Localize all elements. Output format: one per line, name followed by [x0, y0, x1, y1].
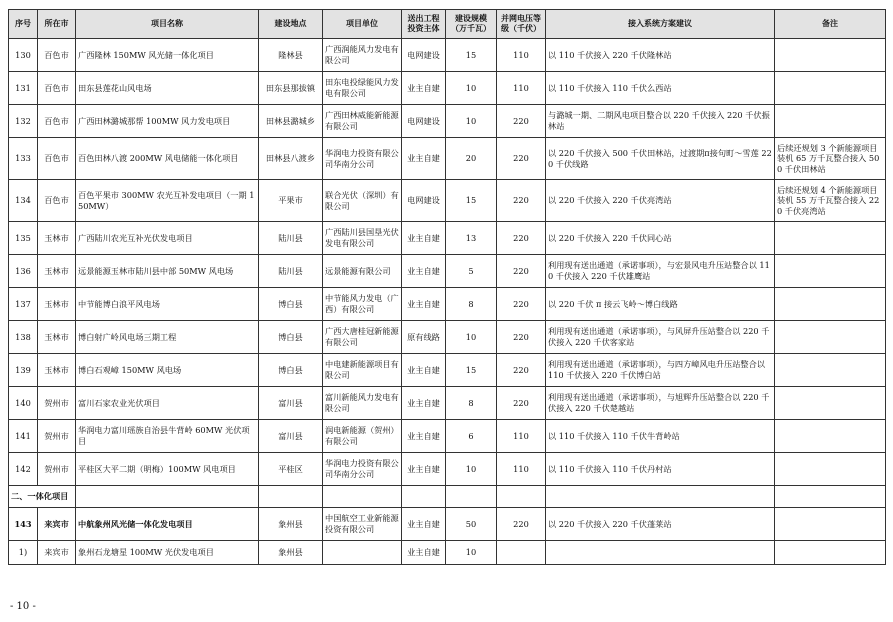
table-row: [9, 288, 886, 321]
header-name: 项目名称: [76, 10, 259, 39]
table-row: [9, 255, 886, 288]
cell-no: 1): [9, 541, 38, 565]
cell-plan: 利用现有送出通道（承诺事项），与风屏升压站整合以 220 千伏接入 220 千伏客家站: [546, 321, 775, 354]
cell-scale: 15: [446, 180, 497, 222]
cell-unit: 华润电力投资有限公司华南分公司: [323, 138, 402, 180]
cell-scale: 8: [446, 387, 497, 420]
cell-plan: 以 220 千伏接入 220 千伏同心站: [546, 222, 775, 255]
section-empty-cell: [497, 486, 546, 508]
section-empty-cell: [446, 486, 497, 508]
table-row-integrated: [9, 508, 886, 541]
cell-note: [775, 541, 886, 565]
cell-unit: 广西陆川县国垦光伏发电有限公司: [323, 222, 402, 255]
cell-name: 广西隆林 150MW 风光储一体化项目: [76, 39, 259, 72]
section-title: 二、一体化项目: [9, 486, 76, 508]
cell-unit: 广西大唐桂冠新能源有限公司: [323, 321, 402, 354]
cell-plan: 以 220 千伏接入 220 千伏亮湾站: [546, 180, 775, 222]
cell-voltage: 220: [497, 105, 546, 138]
cell-invest: 业主自建: [402, 72, 446, 105]
cell-site: 富川县: [259, 387, 323, 420]
table-header-row: [9, 10, 886, 39]
cell-note: [775, 420, 886, 453]
cell-no: 143: [9, 508, 38, 541]
cell-name: 富川石家农业光伏项目: [76, 387, 259, 420]
section-empty-cell: [259, 486, 323, 508]
header-unit: 项目单位: [323, 10, 402, 39]
cell-note: [775, 354, 886, 387]
cell-name: 广西陆川农光互补光伏发电项目: [76, 222, 259, 255]
cell-city: 百色市: [38, 39, 76, 72]
cell-no: 135: [9, 222, 38, 255]
cell-scale: 6: [446, 420, 497, 453]
cell-unit: 广西田林威能新能源有限公司: [323, 105, 402, 138]
cell-invest: 业主自建: [402, 138, 446, 180]
cell-no: 131: [9, 72, 38, 105]
cell-unit: 富川新能风力发电有限公司: [323, 387, 402, 420]
cell-no: 134: [9, 180, 38, 222]
cell-site: 田林县八渡乡: [259, 138, 323, 180]
table-row: [9, 105, 886, 138]
cell-plan: 以 110 千伏接入 110 千伏丹村站: [546, 453, 775, 486]
cell-city: 百色市: [38, 105, 76, 138]
cell-scale: 10: [446, 72, 497, 105]
cell-city: 百色市: [38, 72, 76, 105]
table-row: [9, 453, 886, 486]
cell-site: 平果市: [259, 180, 323, 222]
cell-scale: 10: [446, 453, 497, 486]
cell-unit: 田东电投绿能风力发电有限公司: [323, 72, 402, 105]
cell-scale: 10: [446, 541, 497, 565]
cell-city: 玉林市: [38, 288, 76, 321]
cell-unit: [323, 541, 402, 565]
cell-name: 田东县莲花山风电场: [76, 72, 259, 105]
table-row: [9, 138, 886, 180]
section-row: [9, 486, 886, 508]
cell-city: 贺州市: [38, 453, 76, 486]
cell-invest: 业主自建: [402, 541, 446, 565]
table-row: [9, 222, 886, 255]
cell-voltage: [497, 541, 546, 565]
cell-invest: 电网建设: [402, 105, 446, 138]
cell-voltage: 220: [497, 138, 546, 180]
cell-name: 博白射广岭风电场三期工程: [76, 321, 259, 354]
cell-city: 来宾市: [38, 541, 76, 565]
cell-invest: 业主自建: [402, 508, 446, 541]
cell-city: 玉林市: [38, 354, 76, 387]
cell-scale: 15: [446, 354, 497, 387]
header-no: 序号: [9, 10, 38, 39]
cell-site: 陆川县: [259, 255, 323, 288]
cell-name: 象州石龙塘星 100MW 光伏发电项目: [76, 541, 259, 565]
cell-note: [775, 387, 886, 420]
cell-note: [775, 321, 886, 354]
cell-plan: 以 110 千伏接入 220 千伏隆林站: [546, 39, 775, 72]
cell-site: 博白县: [259, 321, 323, 354]
cell-name: 中航象州风光储一体化发电项目: [76, 508, 259, 541]
cell-no: 140: [9, 387, 38, 420]
cell-no: 133: [9, 138, 38, 180]
header-city: 所在市: [38, 10, 76, 39]
cell-no: 141: [9, 420, 38, 453]
cell-site: 富川县: [259, 420, 323, 453]
cell-scale: 5: [446, 255, 497, 288]
cell-plan: 以 220 千伏接入 500 千伏田林站，过渡期π接句町～雪莲 220 千伏线路: [546, 138, 775, 180]
table-row: [9, 387, 886, 420]
cell-no: 137: [9, 288, 38, 321]
cell-note: [775, 72, 886, 105]
cell-note: [775, 222, 886, 255]
header-scale: 建设规模（万千瓦）: [446, 10, 497, 39]
cell-scale: 10: [446, 321, 497, 354]
cell-site: 陆川县: [259, 222, 323, 255]
section-empty-cell: [775, 486, 886, 508]
cell-no: 142: [9, 453, 38, 486]
cell-scale: 15: [446, 39, 497, 72]
cell-note: 后续还规划 3 个新能源项目装机 65 万千瓦整合接入 500 千伏田林站: [775, 138, 886, 180]
project-table: [8, 9, 886, 565]
cell-plan: 以 110 千伏接入 110 千伏么西站: [546, 72, 775, 105]
cell-voltage: 220: [497, 222, 546, 255]
table-row: [9, 39, 886, 72]
cell-plan: 以 110 千伏接入 110 千伏牛背岭站: [546, 420, 775, 453]
cell-name: 博白石观嶂 150MW 风电场: [76, 354, 259, 387]
cell-site: 隆林县: [259, 39, 323, 72]
cell-unit: 中电建新能源项目有限公司: [323, 354, 402, 387]
cell-site: 田东县那拔镇: [259, 72, 323, 105]
cell-no: 139: [9, 354, 38, 387]
cell-voltage: 110: [497, 72, 546, 105]
table-row: [9, 354, 886, 387]
cell-name: 华润电力富川瑶族自治县牛背岭 60MW 光伏项目: [76, 420, 259, 453]
table-row: [9, 180, 886, 222]
cell-invest: 业主自建: [402, 354, 446, 387]
cell-unit: 广西润能风力发电有限公司: [323, 39, 402, 72]
cell-invest: 业主自建: [402, 255, 446, 288]
cell-city: 百色市: [38, 180, 76, 222]
cell-voltage: 220: [497, 387, 546, 420]
cell-unit: 联合光伏（深圳）有限公司: [323, 180, 402, 222]
cell-city: 贺州市: [38, 420, 76, 453]
cell-plan: 利用现有送出通道（承诺事项），与宏景风电升压站整合以 110 千伏接入 220 千伏雄鹰站: [546, 255, 775, 288]
cell-name: 远景能源玉林市陆川县中部 50MW 风电场: [76, 255, 259, 288]
cell-voltage: 110: [497, 420, 546, 453]
cell-no: 138: [9, 321, 38, 354]
cell-voltage: 220: [497, 508, 546, 541]
cell-voltage: 220: [497, 321, 546, 354]
cell-voltage: 220: [497, 288, 546, 321]
cell-scale: 13: [446, 222, 497, 255]
cell-scale: 20: [446, 138, 497, 180]
cell-site: 田林县潞城乡: [259, 105, 323, 138]
cell-unit: 中节能风力发电（广西）有限公司: [323, 288, 402, 321]
table-row: [9, 321, 886, 354]
page-number: - 10 -: [10, 601, 36, 612]
cell-note: [775, 508, 886, 541]
cell-city: 玉林市: [38, 321, 76, 354]
cell-note: [775, 288, 886, 321]
cell-note: [775, 255, 886, 288]
cell-note: [775, 39, 886, 72]
cell-note: 后续还规划 4 个新能源项目装机 55 万千瓦整合接入 220 千伏亮湾站: [775, 180, 886, 222]
cell-name: 百色田林八渡 200MW 风电储能一体化项目: [76, 138, 259, 180]
cell-scale: 8: [446, 288, 497, 321]
table-row: [9, 420, 886, 453]
cell-scale: 10: [446, 105, 497, 138]
cell-name: 中节能博白浪平风电场: [76, 288, 259, 321]
header-invest: 送出工程投资主体: [402, 10, 446, 39]
cell-invest: 电网建设: [402, 39, 446, 72]
cell-invest: 业主自建: [402, 420, 446, 453]
table-row: [9, 72, 886, 105]
cell-voltage: 220: [497, 354, 546, 387]
cell-plan: 以 220 千伏 π 接云飞岭～博白线路: [546, 288, 775, 321]
cell-no: 132: [9, 105, 38, 138]
cell-name: 百色平果市 300MW 农光互补发电项目（一期 150MW）: [76, 180, 259, 222]
cell-invest: 业主自建: [402, 387, 446, 420]
cell-name: 广西田林潞城那帮 100MW 风力发电项目: [76, 105, 259, 138]
cell-city: 玉林市: [38, 222, 76, 255]
cell-invest: 电网建设: [402, 180, 446, 222]
cell-note: [775, 105, 886, 138]
cell-site: 象州县: [259, 541, 323, 565]
cell-site: 博白县: [259, 354, 323, 387]
cell-voltage: 220: [497, 180, 546, 222]
cell-voltage: 220: [497, 255, 546, 288]
cell-city: 玉林市: [38, 255, 76, 288]
cell-unit: 润电新能源（贺州）有限公司: [323, 420, 402, 453]
cell-name: 平桂区大平二期（明梅）100MW 风电项目: [76, 453, 259, 486]
cell-unit: 华润电力投资有限公司华南分公司: [323, 453, 402, 486]
cell-no: 130: [9, 39, 38, 72]
cell-note: [775, 453, 886, 486]
header-note: 备注: [775, 10, 886, 39]
cell-plan: 利用现有送出通道（承诺事项），与四方嶂风电升压站整合以 110 千伏接入 220 千伏博白站: [546, 354, 775, 387]
cell-site: 博白县: [259, 288, 323, 321]
section-empty-cell: [546, 486, 775, 508]
cell-scale: 50: [446, 508, 497, 541]
cell-invest: 原有线路: [402, 321, 446, 354]
cell-invest: 业主自建: [402, 453, 446, 486]
cell-voltage: 110: [497, 39, 546, 72]
cell-plan: 利用现有送出通道（承诺事项），与旭辉升压站整合以 220 千伏接入 220 千伏楚越站: [546, 387, 775, 420]
cell-invest: 业主自建: [402, 288, 446, 321]
table-row-sub: [9, 541, 886, 565]
cell-unit: 中国航空工业新能源投资有限公司: [323, 508, 402, 541]
cell-city: 贺州市: [38, 387, 76, 420]
cell-site: 象州县: [259, 508, 323, 541]
section-empty-cell: [402, 486, 446, 508]
cell-plan: 与潞城一期、二期风电项目整合以 220 千伏接入 220 千伏振林站: [546, 105, 775, 138]
cell-unit: 远景能源有限公司: [323, 255, 402, 288]
table-body: [9, 39, 886, 565]
section-empty-cell: [323, 486, 402, 508]
cell-site: 平桂区: [259, 453, 323, 486]
cell-voltage: 110: [497, 453, 546, 486]
cell-plan: 以 220 千伏接入 220 千伏蓬莱站: [546, 508, 775, 541]
cell-no: 136: [9, 255, 38, 288]
cell-city: 百色市: [38, 138, 76, 180]
section-empty-cell: [76, 486, 259, 508]
cell-invest: 业主自建: [402, 222, 446, 255]
header-voltage: 并网电压等级（千伏）: [497, 10, 546, 39]
header-plan: 接入系统方案建议: [546, 10, 775, 39]
cell-plan: [546, 541, 775, 565]
header-site: 建设地点: [259, 10, 323, 39]
cell-city: 来宾市: [38, 508, 76, 541]
